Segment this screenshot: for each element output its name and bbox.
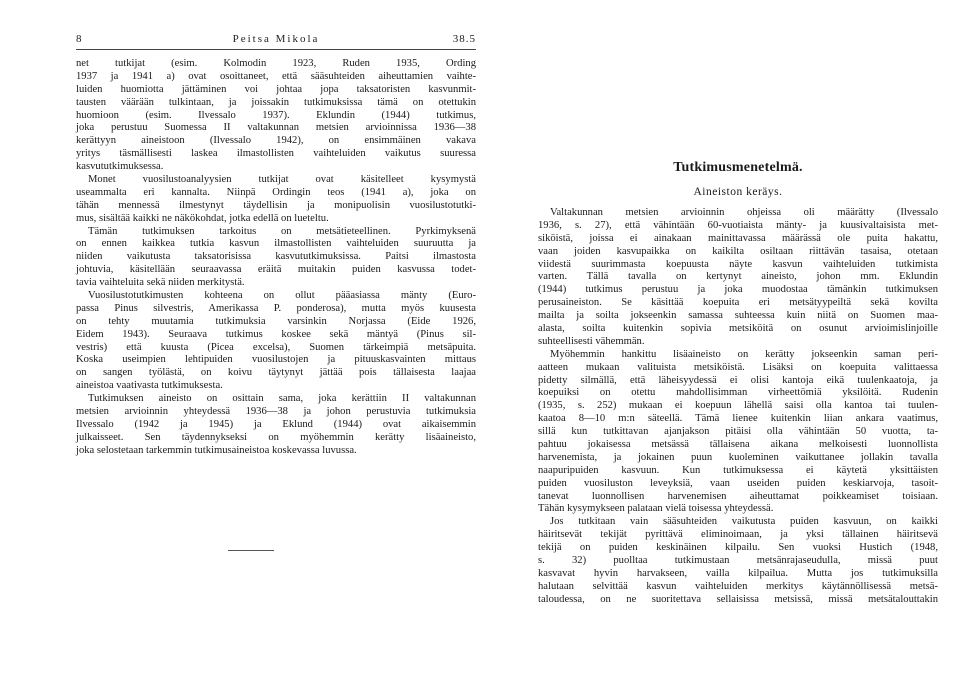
text-line: pahtuu jokaisessa metsässä tällaisena aikana melkoisesti luonnollista [538, 439, 938, 451]
text-line: alasta, soilta kuitenkin sopivia metsiköitä on osunut arvioimislinjoille [538, 323, 938, 335]
section-title: Tutkimusmenetelmä. [673, 160, 803, 175]
text-line: on tehty muutamia tutkimuksia varsinkin Norjassa (Eide 1926, [76, 315, 476, 327]
text-line: joka perustuu Suomessa II valtakunnan metsien arvioinnissa 1936—38 [76, 122, 476, 134]
text-line: mailta ja soilta jokseenkin samassa suhteessa kuin niitä on Suomen maa- [538, 310, 938, 322]
text-line: Jos tutkitaan vain sääsuhteiden vaikutusta puiden kasvuun, on kaikki [550, 516, 938, 528]
text-line: sillä kun tutkittavan ajanjakson pitäisi olla vähintään 50 vuotta, ta- [538, 426, 938, 438]
text-line: tekijä on puiden keskinäinen kilpailu. Sen vuoksi Hustich (1948, [538, 542, 938, 554]
text-line: aatteen mukaan valituista metsiköistä. Lisäksi on koepuita valittaessa [538, 361, 938, 373]
text-line: tähän mennessä ilmestynyt täydellisin ja monipuolisin vuosilustotutki- [76, 199, 476, 211]
text-line: johtuvia, käsitellään seuraavassa eräitä muitakin puiden kasvussa todet- [76, 264, 476, 276]
text-line: Eidem 1943). Seuraava tutkimus koskee sekä mäntyä (Pinus sil- [76, 328, 476, 340]
text-line: Tämän tutkimuksen tarkoitus on metsätieteellinen. Pyrkimyksenä [88, 225, 476, 237]
text-line: Valtakunnan metsien arvioinnin ohjeissa oli määrätty (Ilvessalo [550, 207, 938, 218]
text-line: viidestä suurimmasta koepuusta näyte kasvun vaihteluiden tutkimista [538, 258, 938, 270]
text-line: Tutkimuksen aineisto on osittain sama, joka kerättiin II valtakunnan [88, 393, 476, 405]
section-end-rule [228, 550, 274, 551]
right-column-body [538, 207, 938, 607]
running-head-author: Peitsa Mikola [232, 33, 320, 45]
text-line: metsien arvioinnin yhteydessä 1936—38 ja johon perustuvia tutkimuksia [76, 406, 476, 418]
text-line: Ilvessalo (1942 ja 1945) ja Eklund (1944) ovat aikaisemmin [76, 418, 476, 430]
text-line: on ennen kaikkea tutkia kasvun ilmastollisten vaihteluiden suuruutta ja [76, 238, 476, 250]
left-column-body [76, 58, 476, 458]
subsection-title: Aineiston keräys. [693, 186, 783, 198]
text-line: julkaisseet. Sen täydennykseksi on myöhemmin kerätty lisäaineisto, [76, 431, 476, 443]
text-line: passa Pinus silvestris, Amerikassa P. ponderosa), mutta myös kuusesta [76, 302, 476, 314]
text-line: Monet vuosilustoanalyysien tutkijat ovat käsitelleet kysymystä [88, 174, 476, 186]
text-line: huomioon (esim. Ilvessalo 1937). Eklundin (1944) tutkimus, [76, 109, 476, 121]
text-line: siköistä, joissa ei ainakaan mainittavassa määrässä ole puita hakattu, [538, 232, 938, 244]
text-line: suhteellisesti vähemmän. [538, 335, 645, 347]
text-line: Koska useimpien lehtipuiden vuosilustojen ja pituuskasvainten mittaus [76, 354, 476, 366]
text-line: kasvututkimuksessa. [76, 161, 164, 173]
text-line: 1936, s. 27), että vähintään 60-vuotiaista mänty- ja kuusivaltaisista met- [538, 219, 938, 231]
text-line: vestris) että kuusta (Picea excelsa), Suomen tärkeimpiä metsäpuita. [76, 341, 476, 353]
text-line: vaan joiden kasvupaikka on kaikilta osiltaan riittävän tasaisa, otetaan [538, 245, 938, 257]
text-line: tavia vaihteluita sekä niiden merkitystä. [76, 277, 245, 289]
text-line: perusaineiston. Se käsittää koepuita eri metsätyypeiltä sekä kovilta [538, 297, 938, 309]
text-line: halutaan selvittää kasvun vaihteluiden merkitys käytännöllisessä metsä- [538, 580, 938, 592]
text-line: häiritsevät tekijät pyrittävä eliminoimaan, ja yksi tällainen häiritsevä [538, 529, 938, 541]
text-line: Myöhemmin hankittu lisäaineisto on kerätty jokseenkin saman peri- [550, 348, 938, 360]
text-line: puiden vuosiluston leveyksiä, vaan useiden puiden keskiarvoja, tasoit- [538, 477, 938, 489]
text-line: niiden vaikutusta taksatorisissa kasvututkimuksissa. Paitsi ilmastosta [76, 251, 476, 263]
text-line: kerättyyn aineistoon (Ilvessalo 1942), on ensimmäinen vakava [76, 135, 476, 147]
text-line: varten. Tällä tavalla on kertynyt aineisto, johon mm. Eklundin [538, 271, 938, 283]
text-line: useammalta eri kannalta. Niinpä Ordingin teos (1941 a), joka on [76, 186, 476, 198]
text-line: (1944) tutkimus perustuu ja joka muodostaa tämänkin tutkimuksen [538, 284, 938, 296]
text-line: naapuripuiden kasvuun. Kun tutkimuksessa ei käytetä yksittäisten [538, 464, 938, 476]
text-line: harvenemista, ja jokainen puun kuoleminen vaikuttanee jollakin tavalla [538, 451, 938, 463]
text-line: joka selostetaan tarkemmin tutkimusaineistoa koskevassa luvussa. [76, 444, 357, 456]
text-line: kaatoa 8—10 m:n säteellä. Tämä lienee kuitenkin liian ankara vaatimus, [538, 413, 938, 425]
text-line: (1935, s. 252) mukaan ei koepuun lähellä saisi olla kantoa tai tuulen- [538, 400, 938, 412]
text-line: luiden huomiotta jättäminen voi johtaa jopa taksatoristen kasvunmit- [76, 83, 476, 95]
text-line: mus, sisältää kaikki ne näkökohdat, jotka edellä on lueteltu. [76, 212, 329, 224]
text-line: yritys täsmällisesti laskea ilmastollisten vaihteluiden vaikutus suuressa [76, 148, 476, 160]
running-head-reference: 38.5 [452, 33, 476, 45]
text-line: Vuosilustotutkimusten kohteena on ollut pääasiassa mänty (Euro- [88, 290, 476, 302]
text-line: taloudessa, on ne suoritettava sellaisissa metsissä, missä metsätalouttakin [538, 593, 938, 605]
text-line: tanevat luonnollisen harvenemisen aiheuttamat poikkeamiset toisiaan. [538, 490, 938, 502]
text-line: 1937 ja 1941 a) ovat osoittaneet, että sääsuhteiden aiheuttamien vaihte- [76, 70, 476, 82]
text-line: pidetty silmällä, että läheisyydessä ei olisi kantoja eikä tuulenkaatoja, ja [538, 374, 938, 386]
text-line: kasvavat hyvin harvakseen, vailla kilpailua. Mutta jos tutkimuksilla [538, 567, 938, 579]
text-line: aineistoa vaativasta tutkimuksesta. [76, 380, 223, 392]
text-line: s. 32) puolltaa tutkimustaan metsänrajaseudulla, missä puut [538, 555, 938, 567]
text-line: on sangen työlästä, on koivu täytynyt jättää pois tällaisesta laajaa [76, 367, 476, 379]
text-line: tausten väärään tulkintaan, ja joissakin tutkimuksissa tämä on otettukin [76, 96, 476, 108]
text-line: Tähän kysymykseen palataan vielä toisessa yhteydessä. [538, 503, 774, 515]
page-number: 8 [76, 33, 83, 45]
header-rule [76, 49, 476, 50]
text-line: net tutkijat (esim. Kolmodin 1923, Ruden 1935, Ording [76, 58, 476, 69]
text-line: koepuiksi on otettu mahdollisimman virheettömiä yksilöitä. Rudenin [538, 387, 938, 399]
